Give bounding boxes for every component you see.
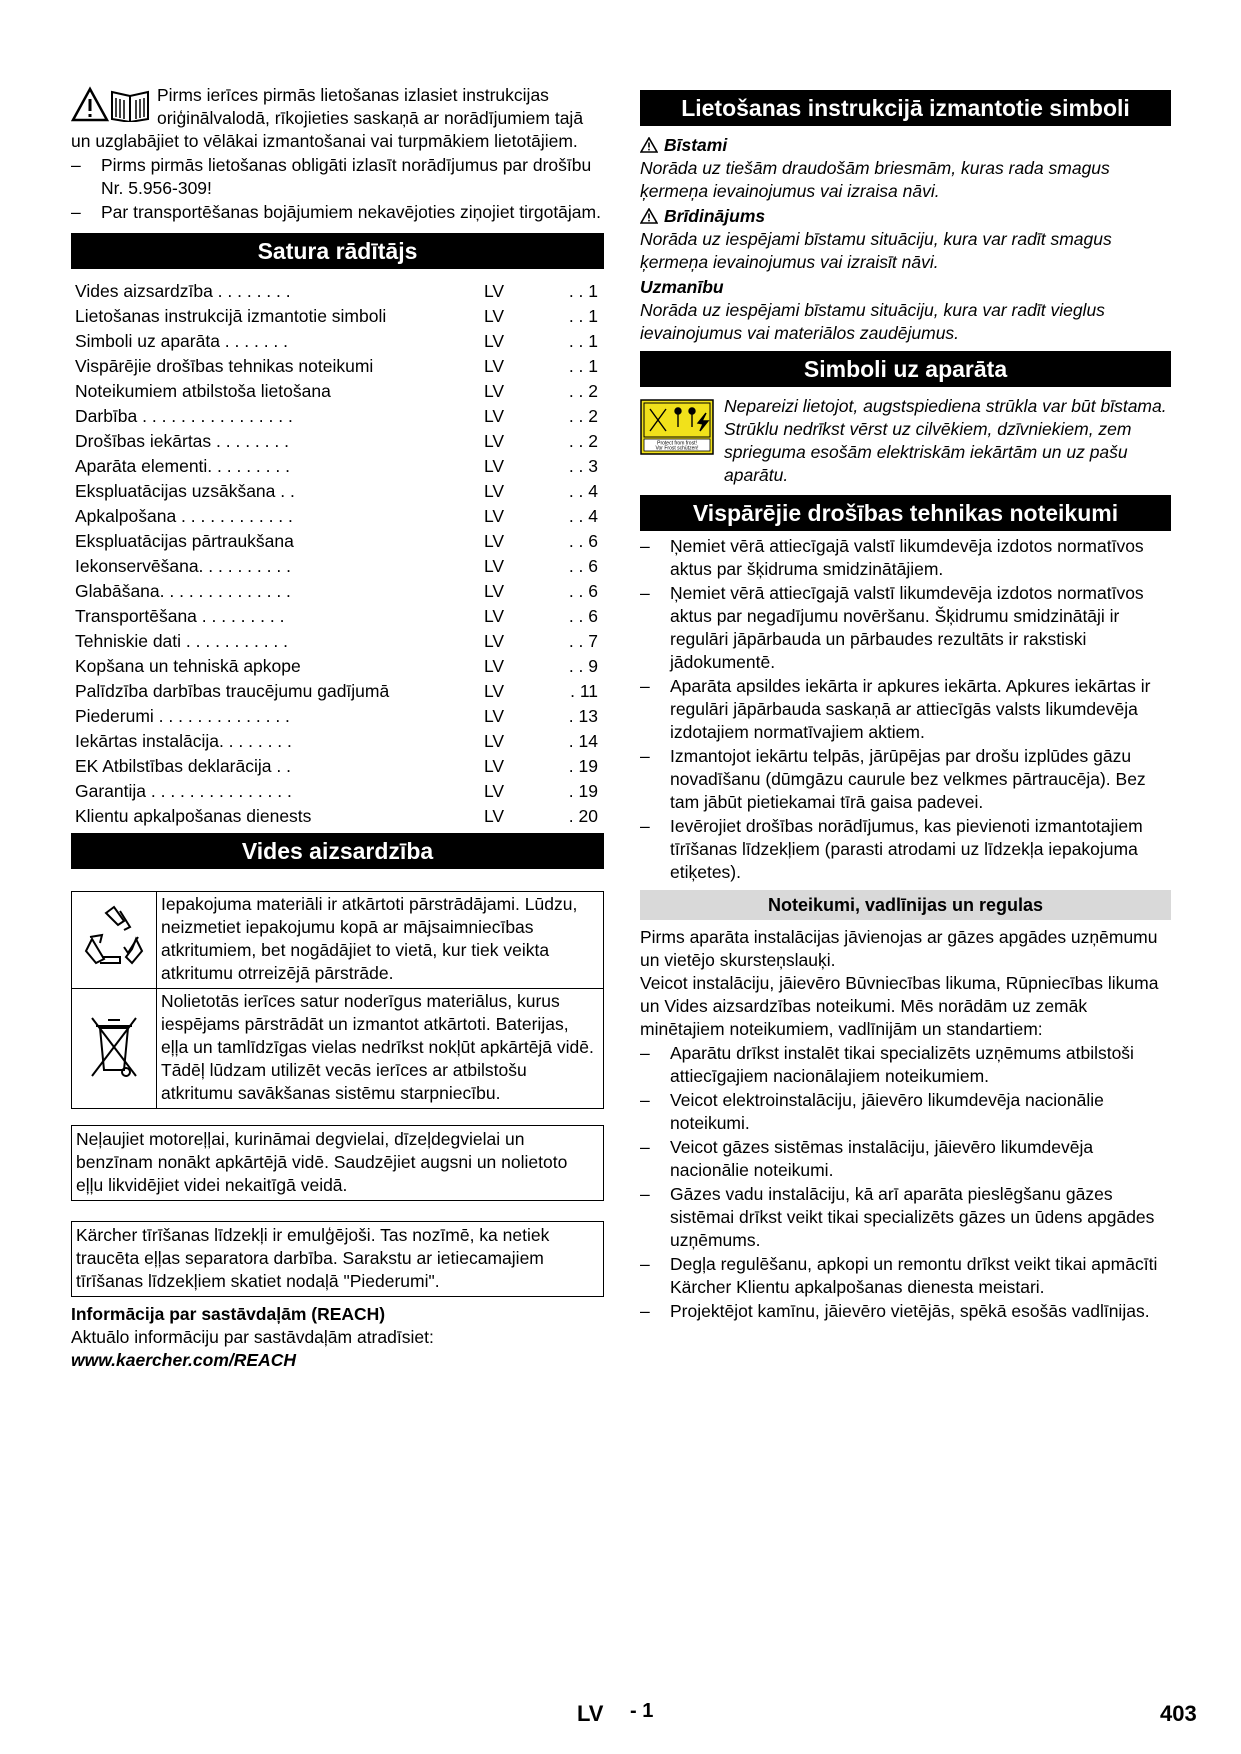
toc-entry-lang: LV: [484, 806, 505, 826]
toc-row[interactable]: [71, 504, 604, 529]
toc-entry-page: . . 7: [568, 631, 598, 651]
intro-section: [71, 84, 604, 224]
list-item: – Degļa regulēšanu, apkopi un remontu drīkst veikt tikai apmācīti Kärcher Klientu apkalpošanas dienesta meistari.: [640, 1254, 1158, 1297]
toc-entry-title: Darbība . . . . . . . . . . . . . . . .: [75, 406, 293, 426]
right-column: [640, 90, 1171, 1323]
toc-row[interactable]: [71, 429, 604, 454]
env-table: [71, 891, 604, 1109]
toc-row[interactable]: [71, 729, 604, 754]
list-item: – Izmantojot iekārtu telpās, jārūpējas par drošu izplūdes gāzu novadīšanu (dūmgāzu caurule bez velkmes pārtraucēja). Bez tam jābūt pietiekamai tīrā gaisa padevei.: [640, 746, 1146, 812]
footer-language: LV: [577, 1701, 604, 1726]
toc-entry-lang: LV: [484, 406, 505, 426]
caution-label: Uzmanību: [640, 277, 724, 297]
list-item: – Gāzes vadu instalāciju, kā arī aparāta pieslēgšanu gāzes sistēmai drīkst veikt tikai specializēts gāzes un ūdens apgādes uzņēmums.: [640, 1184, 1155, 1250]
list-item: – Par transportēšanas bojājumiem nekavējoties ziņojiet tirgotājam.: [71, 202, 601, 222]
toc-entry-page: . . 4: [568, 506, 598, 526]
toc-entry-title: Tehniskie dati . . . . . . . . . . .: [75, 631, 288, 651]
toc-entry-title: Apkalpošana . . . . . . . . . . . .: [75, 506, 293, 526]
toc-entry-page: . . 1: [568, 281, 598, 301]
oil-notice-box: [71, 1125, 604, 1201]
toc-entry-page: . . 3: [568, 456, 598, 476]
safety-heading: Vispārējie drošības tehnikas noteikumi: [640, 495, 1171, 531]
toc-entry-title: Palīdzība darbības traucējumu gadījumā: [75, 681, 390, 701]
wheelie-bin-icon-cell: [72, 989, 157, 1109]
device-symbol-text: Nepareizi lietojot, augstspiediena strūkla var būt bīstama. Strūklu nedrīkst vērst uz cilvēkiem, dzīvniekiem, zem sprieguma esošām elektriskām iekārtām un uz pašu aparātu.: [724, 396, 1167, 485]
list-item: – Ņemiet vērā attiecīgajā valstī likumdevēja izdotos normatīvos aktus par negadījumu novēršanu. Šķidrumu smidzinātāji ir regulāri jāpārbauda un pārbaudes rezultāts ir rakstiski jādokumentē.: [640, 583, 1144, 672]
footer-section-page: - 1: [630, 1700, 654, 1722]
toc-entry-title: Iekārtas instalācija. . . . . . . .: [75, 731, 292, 751]
toc-entry-lang: LV: [484, 281, 505, 301]
toc-row[interactable]: [71, 454, 604, 479]
list-item: – Veicot elektroinstalāciju, jāievēro likumdevēja nacionālie noteikumi.: [640, 1090, 1104, 1133]
reach-text: Aktuālo informāciju par sastāvdaļām atradīsiet:: [71, 1327, 434, 1347]
regulations-p2: Veicot instalāciju, jāievēro Būvniecības likuma, Rūpniecības likuma un Vides aizsardzības noteikumi. Mēs norādām uz zemāk minētajiem noteikumiem, vadlīnijām un standartiem:: [640, 973, 1159, 1039]
toc-entry-lang: LV: [484, 531, 505, 551]
toc-entry-title: Glabāšana. . . . . . . . . . . . . .: [75, 581, 291, 601]
toc-entry-title: EK Atbilstības deklarācija . .: [75, 756, 291, 776]
reach-link[interactable]: www.kaercher.com/REACH: [71, 1350, 296, 1370]
footer-page-number: 403: [1160, 1701, 1197, 1726]
reach-heading: Informācija par sastāvdaļām (REACH): [71, 1304, 386, 1324]
list-item: – Veicot gāzes sistēmas instalāciju, jāievēro likumdevēja nacionālie noteikumi.: [640, 1137, 1094, 1180]
toc-entry-lang: LV: [484, 731, 505, 751]
device-label-icon-wrap: [640, 395, 724, 487]
toc-entry-page: . . 6: [568, 531, 598, 551]
regulations-list: [640, 1042, 1171, 1323]
toc-row[interactable]: [71, 629, 604, 654]
toc-entry-lang: LV: [484, 331, 505, 351]
safety-list: [640, 535, 1171, 884]
regulations-p1: Pirms aparāta instalācijas jāvienojas ar gāzes apgādes uzņēmumu un vietējo skursteņslauķi.: [640, 927, 1158, 970]
toc-entry-title: Ekspluatācijas uzsākšana . .: [75, 481, 295, 501]
warning-triangle-icon: [640, 137, 658, 153]
toc-entry-page: . . 2: [568, 406, 598, 426]
toc-entry-lang: LV: [484, 431, 505, 451]
table-row: [72, 989, 604, 1109]
toc-row[interactable]: [71, 379, 604, 404]
table-row: [72, 892, 604, 989]
toc-row[interactable]: [71, 579, 604, 604]
toc-entry-lang: LV: [484, 781, 505, 801]
toc-row[interactable]: [71, 529, 604, 554]
crossed-out-bin-icon: [84, 1010, 144, 1082]
toc-entry-page: . . 6: [568, 556, 598, 576]
warning-text: Norāda uz iespējami bīstamu situāciju, kura var radīt smagus ķermeņa ievainojumus vai izraisīt nāvi.: [640, 229, 1112, 272]
device-symbol-row: [640, 395, 1171, 487]
toc-entry-lang: LV: [484, 656, 505, 676]
list-item: – Ņemiet vērā attiecīgajā valstī likumdevēja izdotos normatīvos aktus par šķidruma smidzinātājiem.: [640, 536, 1144, 579]
toc-entry-title: Garantija . . . . . . . . . . . . . . .: [75, 781, 292, 801]
toc-heading: Satura rādītājs: [71, 233, 604, 269]
list-item: – Projektējot kamīnu, jāievēro vietējās, spēkā esošās vadlīnijas.: [640, 1301, 1150, 1321]
toc-entry-title: Piederumi . . . . . . . . . . . . . .: [75, 706, 290, 726]
toc-entry-lang: LV: [484, 381, 505, 401]
toc-entry-title: Klientu apkalpošanas dienests: [75, 806, 312, 826]
toc-entry-lang: LV: [484, 756, 505, 776]
toc-entry-page: . . 6: [568, 606, 598, 626]
toc-entry-page: . . 2: [568, 381, 598, 401]
left-column: [71, 84, 604, 1372]
toc-row[interactable]: [71, 654, 604, 679]
toc-entry-page: . 14: [568, 731, 598, 751]
detergent-notice-text: Kärcher tīrīšanas līdzekļi ir emulģējoši. Tas nozīmē, ka netiek traucēta eļļas separatora darbība. Sarakstu ar ietiecamajiem tīrīšanas līdzekļiem skatiet nodaļā "Piederumi".: [76, 1225, 550, 1291]
toc-row[interactable]: [71, 554, 604, 579]
recycling-icon-cell: [72, 892, 157, 989]
toc-entry-title: Ekspluatācijas pārtraukšana: [75, 531, 294, 551]
recycling-icon: [80, 903, 148, 971]
toc-entry-title: Kopšana un tehniskā apkope: [75, 656, 301, 676]
list-item: – Aparātu drīkst instalēt tikai specializēts uzņēmums atbilstoši attiecīgajiem nacionālajiem noteikumiem.: [640, 1043, 1134, 1086]
detergent-notice-box: [71, 1221, 604, 1297]
toc-entry-title: Simboli uz aparāta . . . . . . .: [75, 331, 289, 351]
toc-entry-title: Vides aizsardzība . . . . . . . .: [75, 281, 291, 301]
toc-entry-page: . . 6: [568, 581, 598, 601]
label-line-1: Protect from frost!: [657, 440, 697, 447]
toc-entry-page: . 19: [568, 756, 598, 776]
toc-entry-lang: LV: [484, 681, 505, 701]
toc-row[interactable]: [71, 679, 604, 704]
danger-label: Bīstami: [640, 134, 1171, 157]
list-item: – Ievērojiet drošības norādījumus, kas pievienoti izmantotajiem tīrīšanas līdzekļiem (parasti atrodami uz līdzekļa iepakojuma etiķetes).: [640, 816, 1143, 882]
device-symbols-heading: Simboli uz aparāta: [640, 351, 1171, 387]
warning-manual-icon: [71, 86, 151, 122]
toc-entry-title: Aparāta elementi. . . . . . . . .: [75, 456, 290, 476]
toc-entry-title: Vispārējie drošības tehnikas noteikumi: [75, 356, 374, 376]
toc-entry-lang: LV: [484, 706, 505, 726]
oil-notice-text: Neļaujiet motoreļļai, kurināmai degvielai, dīzeļdegvielai un benzīnam nonākt apkārtējā vidē. Saudzējiet augsni un nolietoto eļļu likvidējiet videi nekaitīgā veidā.: [76, 1129, 568, 1195]
toc-entry-title: Iekonservēšana. . . . . . . . . .: [75, 556, 291, 576]
toc-entry-title: Lietošanas instrukcijā izmantotie simboli: [75, 306, 387, 326]
high-pressure-warning-label-icon: [640, 399, 714, 455]
toc-row[interactable]: [71, 479, 604, 504]
list-item: – Pirms pirmās lietošanas obligāti izlasīt norādījumus par drošību Nr. 5.956-309!: [71, 155, 592, 198]
toc-row[interactable]: [71, 279, 604, 304]
toc-entry-title: Transportēšana . . . . . . . . .: [75, 606, 285, 626]
toc-row[interactable]: [71, 304, 604, 329]
toc-entry-page: . 11: [570, 681, 598, 701]
regulations-heading: Noteikumi, vadlīnijas un regulas: [640, 890, 1171, 920]
toc-entry-lang: LV: [484, 506, 505, 526]
label-line-2: Vor Frost schützen!: [655, 445, 699, 452]
toc-entry-lang: LV: [484, 306, 505, 326]
toc-entry-lang: LV: [484, 606, 505, 626]
toc-entry-page: . . 1: [568, 356, 598, 376]
packaging-text: Iepakojuma materiāli ir atkārtoti pārstrādājami. Lūdzu, neizmetiet iepakojumu kopā ar mājsaimniecības atkritumiem, bet nogādājiet to vietā, kur tiek veikta atkritumu otrreizējā pārstrāde.: [157, 892, 604, 989]
toc-entry-page: . . 1: [568, 306, 598, 326]
toc-row[interactable]: [71, 329, 604, 354]
old-devices-text: Nolietotās ierīces satur noderīgus materiālus, kurus iespējams pārstrādāt un izmantot atkārtoti. Baterijas, eļļa un tamlīdzīgas vielas nedrīkst nokļūt apkārtējā vidē. Tādēļ lūdzam utilizēt vecās ierīces ar atbilstošu atkritumu savākšanas sistēmu starpniecību.: [157, 989, 604, 1109]
intro-text: Pirms ierīces pirmās lietošanas izlasiet instrukcijas oriģinālvalodā, rīkojieties saskaņā ar norādījumiem tajā un uzglabājiet to vēlākai izmantošanai vai turpmākiem lietotājiem.: [71, 85, 584, 151]
toc-entry-page: . 20: [568, 806, 598, 826]
toc-entry-lang: LV: [484, 631, 505, 651]
toc-entry-page: . . 2: [568, 431, 598, 451]
list-item: – Aparāta apsildes iekārta ir apkures iekārta. Apkures iekārtas ir regulāri jāpārbauda saskaņā ar attiecīgās valsts likumdevēja izdotajiem normatīvajiem aktiem.: [640, 676, 1151, 742]
toc-entry-page: . . 9: [568, 656, 598, 676]
symbols-heading: Lietošanas instrukcijā izmantotie simboli: [640, 90, 1171, 126]
toc-row[interactable]: [71, 704, 604, 729]
toc-entry-title: Drošības iekārtas . . . . . . . .: [75, 431, 289, 451]
toc-entry-lang: LV: [484, 581, 505, 601]
toc-row[interactable]: [71, 404, 604, 429]
toc-entry-page: . . 4: [568, 481, 598, 501]
toc-row[interactable]: [71, 804, 604, 829]
toc-entry-lang: LV: [484, 481, 505, 501]
env-heading: Vides aizsardzība: [71, 833, 604, 869]
toc-table: [71, 279, 604, 829]
toc-entry-lang: LV: [484, 356, 505, 376]
warning-label: Brīdinājums: [640, 205, 1171, 228]
danger-text: Norāda uz tiešām draudošām briesmām, kuras rada smagus ķermeņa ievainojumus vai izraisa nāvi.: [640, 158, 1110, 201]
toc-entry-page: . 13: [568, 706, 598, 726]
toc-entry-page: . 19: [568, 781, 598, 801]
toc-entry-lang: LV: [484, 556, 505, 576]
toc-row[interactable]: [71, 604, 604, 629]
toc-entry-page: . . 1: [568, 331, 598, 351]
toc-row[interactable]: [71, 354, 604, 379]
toc-row[interactable]: [71, 754, 604, 779]
caution-text: Norāda uz iespējami bīstamu situāciju, kura var radīt vieglus ievainojumus vai materiālos zaudējumus.: [640, 300, 1105, 343]
toc-entry-title: Noteikumiem atbilstoša lietošana: [75, 381, 331, 401]
toc-entry-lang: LV: [484, 456, 505, 476]
toc-row[interactable]: [71, 779, 604, 804]
warning-triangle-icon: [640, 208, 658, 224]
